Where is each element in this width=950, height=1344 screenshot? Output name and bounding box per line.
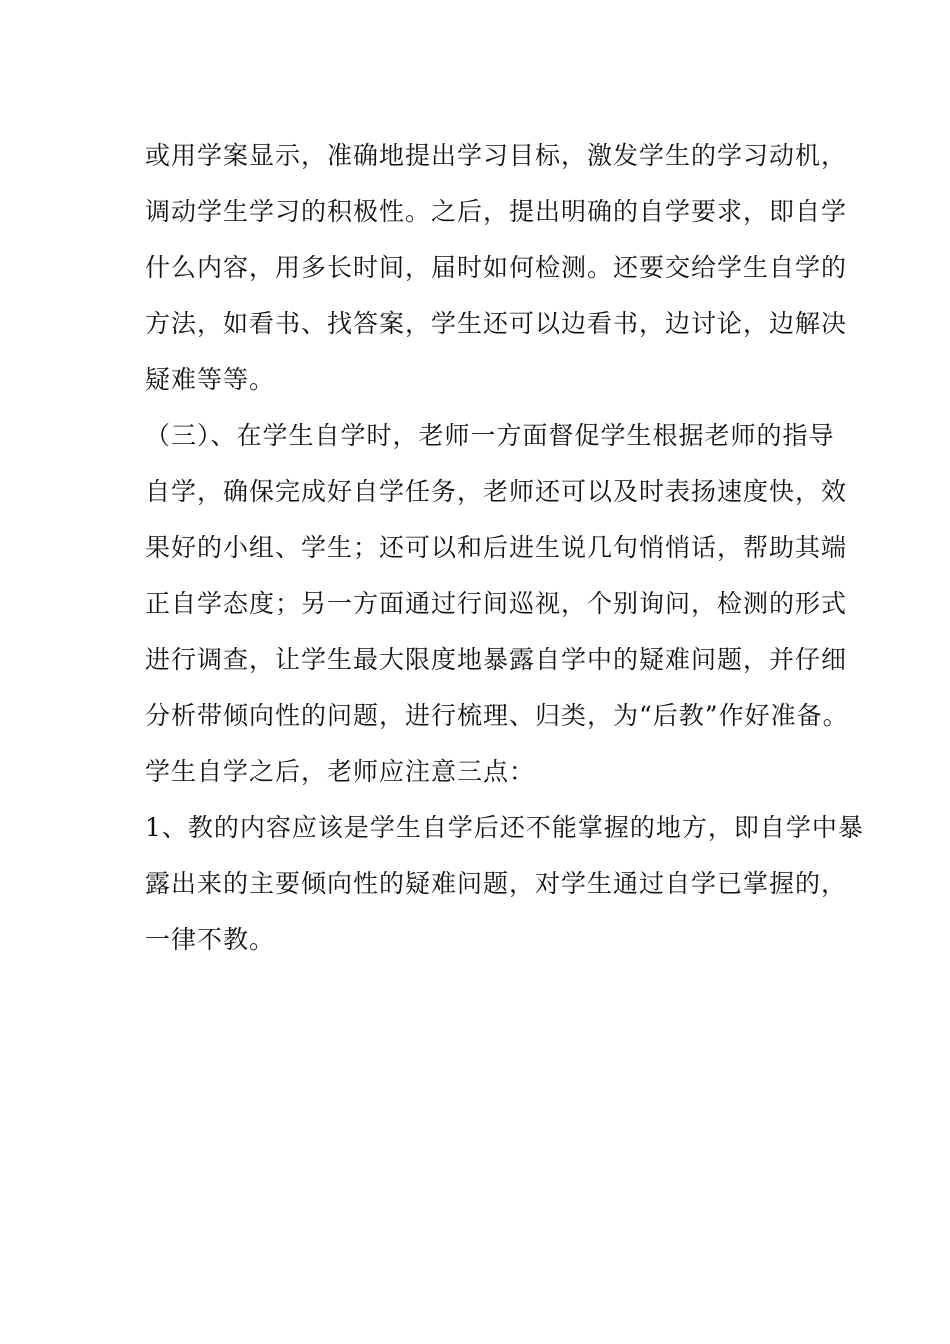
text-line: 一律不教。 (145, 925, 276, 954)
text-line: 分析带倾向性的问题，进行梳理、归类，为“后教”作好准备。 (145, 701, 849, 730)
text-line: 什么内容，用多长时间，届时如何检测。还要交给学生自学的 (145, 253, 848, 282)
text-line: 自学，确保完成好自学任务，老师还可以及时表扬速度快，效 (145, 477, 848, 506)
text-line: 露出来的主要倾向性的疑难问题，对学生通过自学已掌握的， (145, 869, 848, 898)
text-line: 疑难等等。 (145, 365, 276, 394)
body-text (145, 128, 864, 968)
text-line: 果好的小组、学生；还可以和后进生说几句悄悄话，帮助其端 (145, 533, 848, 562)
text-line: 1、教的内容应该是学生自学后还不能掌握的地方，即自学中暴 (145, 813, 864, 842)
text-line: （三）、在学生自学时，老师一方面督促学生根据老师的指导 (145, 421, 835, 450)
text-line: 学生自学之后，老师应注意三点： (145, 757, 536, 786)
text-line: 或用学案显示，准确地提出学习目标，激发学生的学习动机， (145, 141, 848, 170)
text-line: 调动学生学习的积极性。之后，提出明确的自学要求，即自学 (145, 197, 848, 226)
text-line: 进行调查，让学生最大限度地暴露自学中的疑难问题，并仔细 (145, 645, 848, 674)
text-line: 正自学态度；另一方面通过行间巡视，个别询问，检测的形式 (145, 589, 848, 618)
text-line: 方法，如看书、找答案，学生还可以边看书，边讨论，边解决 (145, 309, 848, 338)
